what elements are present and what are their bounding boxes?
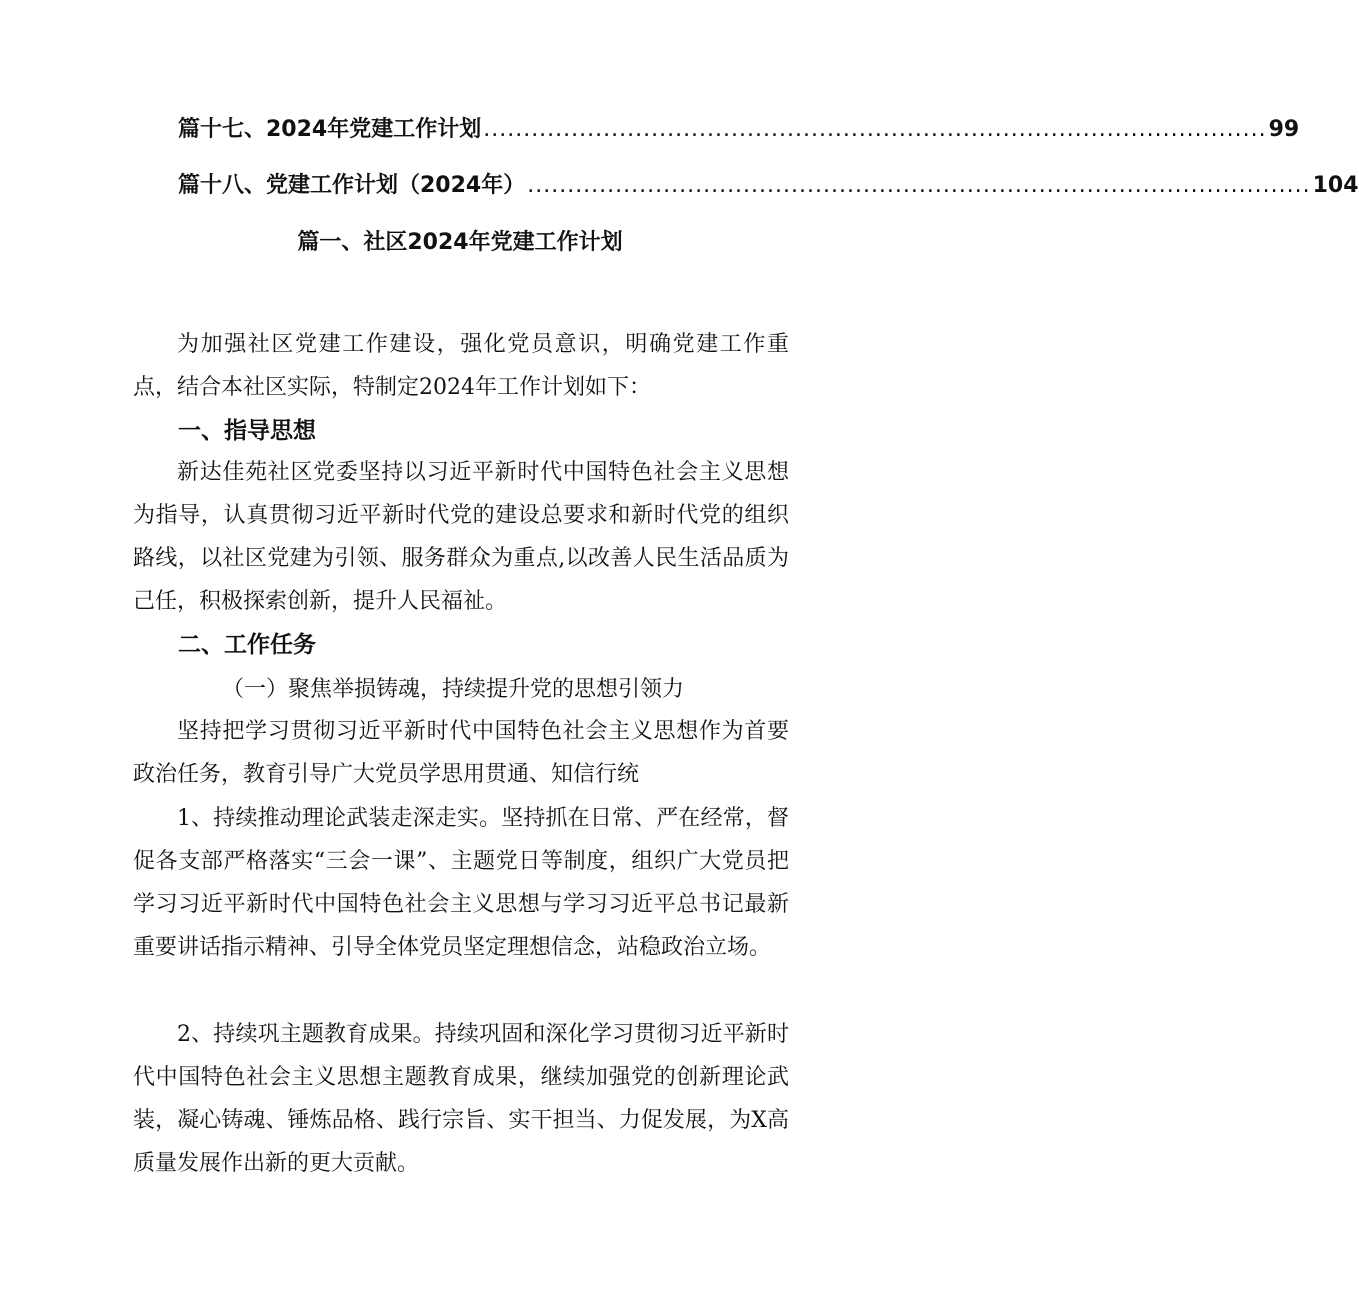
intro-paragraph: 为加强社区党建工作建设，强化党员意识，明确党建工作重点，结合本社区实际，特制定2024年工作计划如下： bbox=[133, 332, 789, 400]
subsection-paragraph: 坚持把学习贯彻习近平新时代中国特色社会主义思想作为首要政治任务，教育引导广大党员学思用贯通、知信行统 bbox=[133, 719, 789, 787]
article-title: 篇一、社区2024年党建工作计划 bbox=[297, 230, 623, 255]
section-heading-work-tasks: 二、工作任务 bbox=[178, 632, 316, 658]
toc-entry-page: 104 bbox=[1312, 173, 1359, 198]
toc-entry[interactable] bbox=[178, 116, 1300, 144]
toc-entry-page: 99 bbox=[1268, 117, 1300, 142]
toc-entry-title: 篇十七、2024年党建工作计划 bbox=[178, 117, 482, 142]
task-item-1: 1、持续推动理论武装走深走实。坚持抓在日常、严在经常，督促各支部严格落实“三会一课”、主题党日等制度，组织广大党员把学习习近平新时代中国特色社会主义思想与学习习近平总书记最新重要讲话指示精神、引导全体党员坚定理想信念，站稳政治立场。 bbox=[133, 806, 789, 960]
toc-leader-dots: .................................................................................................. bbox=[527, 173, 1311, 198]
toc-leader-dots: .................................................................................................. bbox=[483, 117, 1267, 142]
task-item-2: 2、持续巩主题教育成果。持续巩固和深化学习贯彻习近平新时代中国特色社会主义思想主题教育成果，继续加强党的创新理论武装，凝心铸魂、锤炼品格、践行宗旨、实干担当、力促发展，为X高质量发展作出新的更大贡献。 bbox=[133, 1022, 789, 1176]
section-heading-guiding-thought: 一、指导思想 bbox=[178, 418, 316, 444]
toc-entry-title: 篇十八、党建工作计划（2024年） bbox=[178, 173, 526, 198]
subsection-heading: （一）聚焦举损铸魂，持续提升党的思想引领力 bbox=[222, 677, 685, 702]
guiding-thought-paragraph: 新达佳苑社区党委坚持以习近平新时代中国特色社会主义思想为指导，认真贯彻习近平新时代党的建设总要求和新时代党的组织路线，以社区党建为引领、服务群众为重点,以改善人民生活品质为己任，积极探索创新，提升人民福祉。 bbox=[133, 460, 789, 614]
toc-entry[interactable] bbox=[178, 172, 1359, 200]
